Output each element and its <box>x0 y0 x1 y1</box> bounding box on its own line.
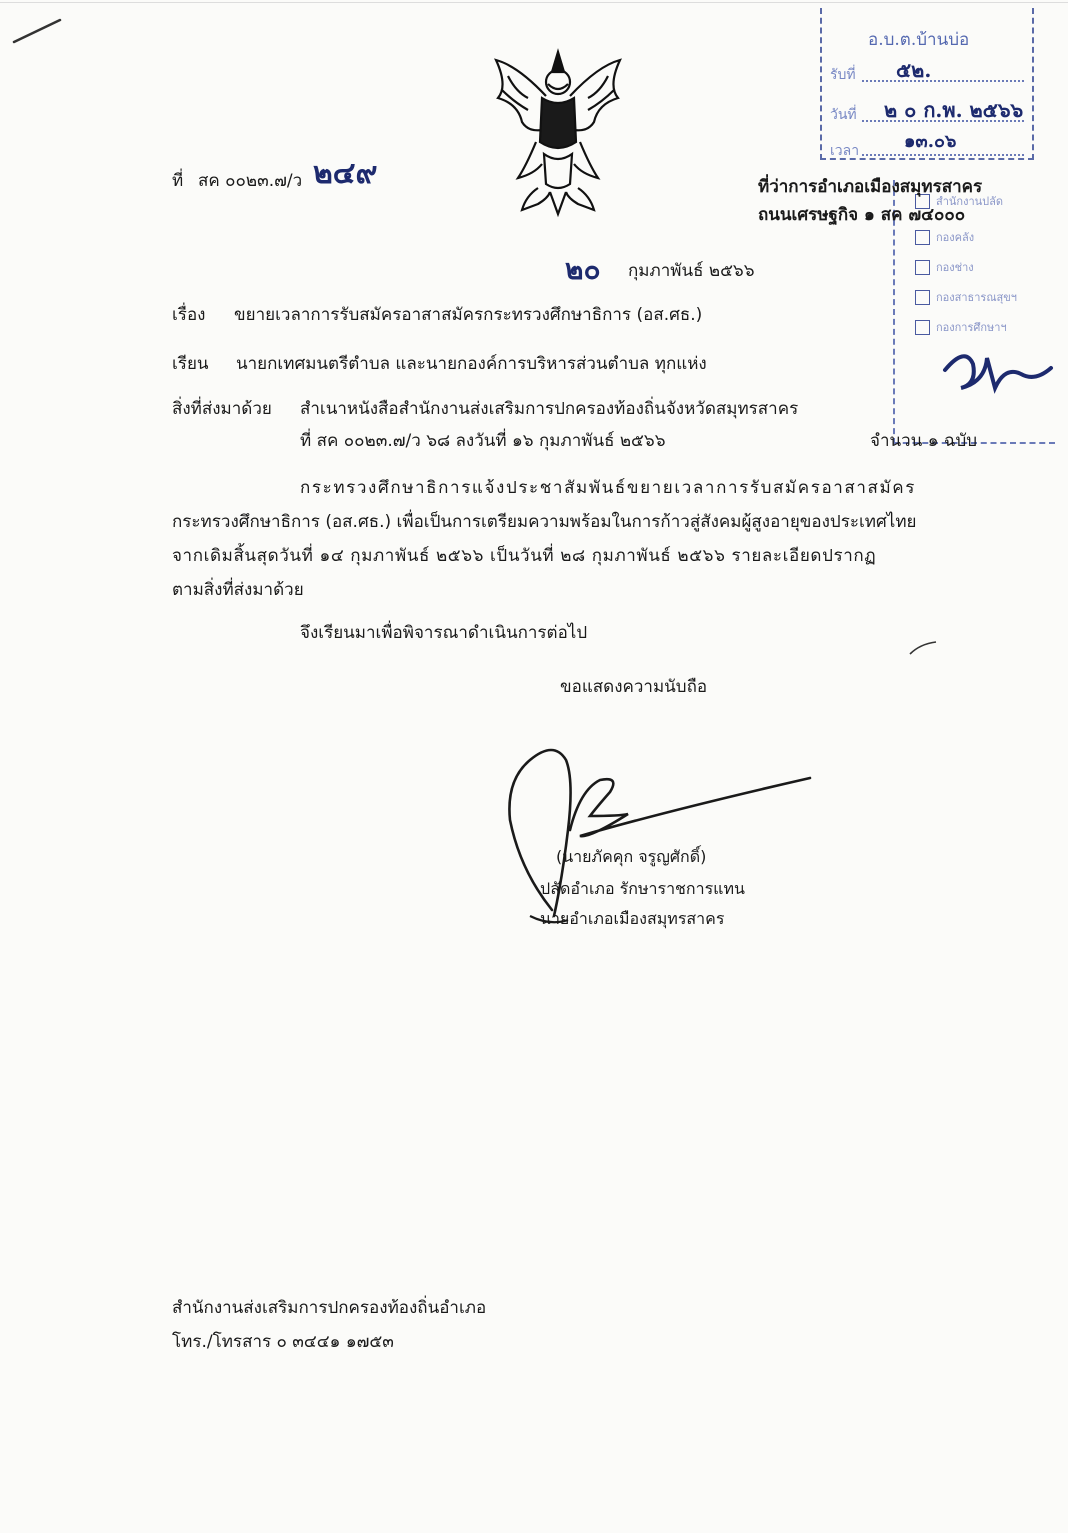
routing-item: สำนักงานปลัด <box>915 192 1003 210</box>
garuda-emblem-icon <box>478 46 638 218</box>
signer-position-2: นายอำเภอเมืองสมุทรสาคร <box>540 909 725 928</box>
checkbox-icon <box>915 290 930 305</box>
signer-position-1: ปลัดอำเภอ รักษาราชการแทน <box>540 879 745 898</box>
routing-item: กองคลัง <box>915 228 974 246</box>
body-line-4: ตามสิ่งที่ส่งมาด้วย <box>172 580 304 600</box>
attachment-count: จำนวน ๑ ฉบับ <box>870 431 978 451</box>
ref-number: สค ๐๐๒๓.๗/ว <box>198 171 303 191</box>
footer-phone: โทร./โทรสาร ๐ ๓๔๔๑ ๑๗๕๓ <box>172 1332 394 1352</box>
ref-label: ที่ <box>172 171 184 191</box>
pen-mark <box>8 10 68 50</box>
stamp-date: ๒ ๐ ก.พ. ๒๕๖๖ <box>884 98 1024 122</box>
to-label: เรียน <box>172 354 209 374</box>
routing-item: กองสาธารณสุขฯ <box>915 288 1017 306</box>
to-text: นายกเทศมนตรีตำบล และนายกองค์การบริหารส่วนตำบล ทุกแห่ง <box>236 354 707 374</box>
body-line-3: จากเดิมสิ้นสุดวันที่ ๑๔ กุมภาพันธ์ ๒๕๖๖ เป็นวันที่ ๒๘ กุมภาพันธ์ ๒๕๖๖ รายละเอียดปรากฏ <box>172 546 877 566</box>
attachment-line-2: ที่ สค ๐๐๒๓.๗/ว ๖๘ ลงวันที่ ๑๖ กุมภาพันธ์ ๒๕๖๖ <box>300 431 666 451</box>
attachment-label: สิ่งที่ส่งมาด้วย <box>172 399 272 419</box>
stamp-label-date: วันที่ <box>830 107 857 123</box>
routing-item: กองการศึกษาฯ <box>915 318 1007 336</box>
closing-line: จึงเรียนมาเพื่อพิจารณาดำเนินการต่อไป <box>300 623 588 643</box>
signature-mark <box>470 720 830 940</box>
stamp-label-received: รับที่ <box>830 67 856 83</box>
body-line-2: กระทรวงศึกษาธิการ (อส.ศธ.) เพื่อเป็นการเตรียมความพร้อมในการก้าวสู่สังคมผู้สูงอายุของประเทศไทย <box>172 512 917 532</box>
stamp-label-time: เวลา <box>830 143 860 159</box>
office-line-2: ถนนเศรษฐกิจ ๑ สค ๗๔๐๐๐ <box>758 205 966 225</box>
signer-name: (นายภัคคุก จรูญศักดิ์) <box>556 847 707 866</box>
receive-stamp <box>820 8 1034 160</box>
subject-text: ขยายเวลาการรับสมัครอาสาสมัครกระทรวงศึกษาธิการ (อส.ศธ.) <box>234 305 703 325</box>
stamp-org: อ.บ.ต.บ้านบ่อ <box>868 30 970 50</box>
checkbox-icon <box>915 230 930 245</box>
date-month-year: กุมภาพันธ์ ๒๕๖๖ <box>628 261 755 281</box>
body-line-1: กระทรวงศึกษาธิการแจ้งประชาสัมพันธ์ขยายเวลาการรับสมัครอาสาสมัคร <box>300 478 917 498</box>
routing-item: กองช่าง <box>915 258 974 276</box>
date-day: ๒๐ <box>565 253 601 286</box>
attachment-line-1: สำเนาหนังสือสำนักงานส่งเสริมการปกครองท้องถิ่นจังหวัดสมุทรสาคร <box>300 399 799 419</box>
checkbox-icon <box>915 260 930 275</box>
stamp-received-no: ๕๒. <box>896 58 932 82</box>
footer-office: สำนักงานส่งเสริมการปกครองท้องถิ่นอำเภอ <box>172 1298 487 1318</box>
routing-signature <box>925 338 1055 398</box>
subject-label: เรื่อง <box>172 305 206 325</box>
scan-edge <box>0 2 1068 3</box>
pen-tick <box>906 636 942 660</box>
salutation: ขอแสดงความนับถือ <box>560 677 708 697</box>
checkbox-icon <box>915 320 930 335</box>
ref-hand-number: ๒๔๙ <box>313 156 378 191</box>
stamp-time: ๑๓.๐๖ <box>904 131 957 152</box>
office-line-1: ที่ว่าการอำเภอเมืองสมุทรสาคร <box>758 177 983 197</box>
